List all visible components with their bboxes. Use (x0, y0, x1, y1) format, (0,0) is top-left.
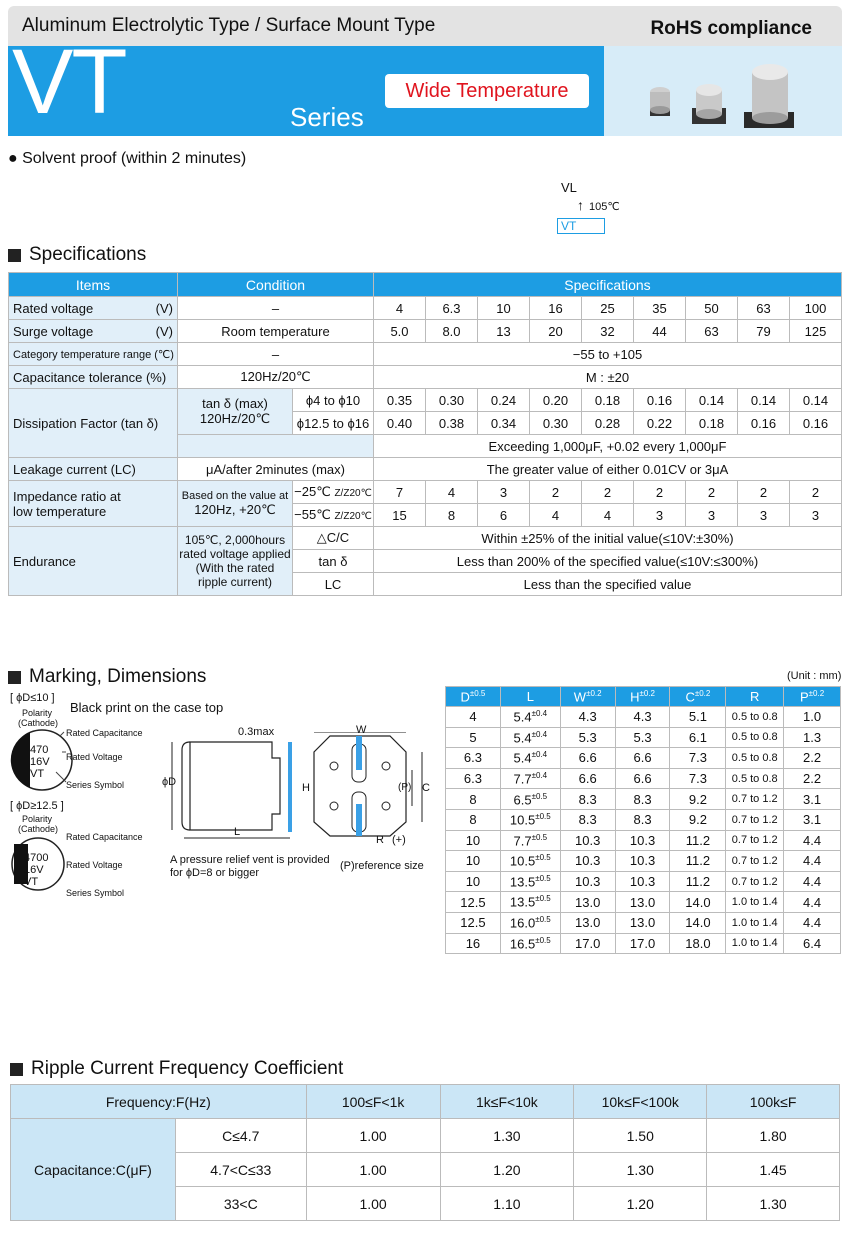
product-type-title: Aluminum Electrolytic Type / Surface Mount Type (22, 15, 436, 36)
cap-tolerance-label: Capacitance tolerance (%) (9, 366, 178, 389)
surge-cell: 44 (634, 320, 686, 343)
voltage-cell: 6.3 (426, 297, 478, 320)
surge-cell: 125 (790, 320, 842, 343)
table-row (446, 809, 841, 830)
table-row (446, 892, 841, 913)
cap-label: Capacitance:C(μF) (11, 1119, 176, 1221)
dim-col-c: $C^{\pm 0.2}$ (670, 687, 726, 707)
surge-voltage-condition: Room temperature (178, 320, 374, 343)
series-lineage (557, 180, 620, 236)
dim-cell: 9.2 (670, 809, 726, 830)
df-cell: 0.18 (686, 412, 738, 435)
dim-cell: 11.2 (670, 830, 726, 851)
dim-cell: 2.2 (784, 748, 841, 769)
table-row (446, 912, 841, 933)
z-cell: 3 (738, 504, 790, 527)
dim-cell: 5.3 (560, 727, 615, 748)
surge-voltage-label: Surge voltage (V) (9, 320, 178, 343)
coef-cell: 1.30 (707, 1187, 840, 1221)
dim-cell: 10.3 (615, 851, 670, 872)
df-cell: 0.14 (790, 389, 842, 412)
dim-cell: 0.7 to 1.2 (726, 789, 784, 810)
dim-cell: 4.4 (784, 871, 841, 892)
freq-label: Frequency:F(Hz) (11, 1085, 307, 1119)
dim-C: C (422, 782, 430, 794)
coef-cell: 1.50 (574, 1119, 707, 1153)
dim-cell: 6.1 (670, 727, 726, 748)
table-row (446, 707, 841, 728)
category-temp-label: Category temperature range (℃) (9, 343, 178, 366)
table-row (9, 458, 842, 481)
dimensions-table (445, 686, 841, 954)
cathode-label: (Cathode) (18, 824, 59, 834)
impedance-condition: Based on the value at 120Hz, +20℃ (178, 481, 293, 527)
table-row (9, 343, 842, 366)
coef-cell: 1.20 (574, 1187, 707, 1221)
small-case-label: [ ϕD≤10 ] (10, 692, 55, 704)
series-word: Series (290, 102, 364, 132)
dim-H: H (302, 782, 310, 794)
lineage-child: VT (557, 218, 605, 234)
dim-cell: $5.4^{\pm 0.4}$ (500, 748, 560, 769)
rated-voltage-condition: – (178, 297, 374, 320)
dim-cell: 0.5 to 0.8 (726, 768, 784, 789)
freq-header: 100k≤F (707, 1085, 840, 1119)
z-cell: 3 (790, 504, 842, 527)
dim-cell: 6.6 (615, 748, 670, 769)
lineage-parent: VL (561, 180, 577, 195)
vent-note: A pressure relief vent is provided for ϕD=8 or bigger (170, 854, 330, 879)
coef-cell: 1.20 (440, 1153, 574, 1187)
table-row (9, 527, 842, 550)
df-cell: 0.35 (374, 389, 426, 412)
dim-cell: 11.2 (670, 871, 726, 892)
df-cell: 0.34 (478, 412, 530, 435)
dim-col-r: R (726, 687, 784, 707)
dim-col-d: $D^{\pm 0.5}$ (446, 687, 501, 707)
z-cell: 8 (426, 504, 478, 527)
surge-cell: 5.0 (374, 320, 426, 343)
dim-cell: 13.0 (560, 892, 615, 913)
dim-cell: 8 (446, 809, 501, 830)
dim-cell: 8.3 (560, 809, 615, 830)
coef-cell: 1.45 (707, 1153, 840, 1187)
dim-cell: 8.3 (615, 789, 670, 810)
z-cell: 4 (582, 504, 634, 527)
col-specifications: Specifications (374, 273, 842, 297)
dim-W: W (356, 724, 367, 736)
dim-cell: 10.3 (560, 851, 615, 872)
dim-cell: 4.4 (784, 851, 841, 872)
table-row (446, 830, 841, 851)
dim-cell: 2.2 (784, 768, 841, 789)
voltage-cell: 63 (738, 297, 790, 320)
coef-cell: 1.30 (440, 1119, 574, 1153)
dim-cell: 10 (446, 871, 501, 892)
endurance-item: LC (293, 573, 374, 596)
cap-range: C≤4.7 (175, 1119, 306, 1153)
dim-cell: 1.0 to 1.4 (726, 912, 784, 933)
dim-cell: 4 (446, 707, 501, 728)
df-cell: 0.40 (374, 412, 426, 435)
up-arrow-icon: ↑ (577, 197, 584, 213)
table-row (11, 1085, 840, 1119)
table-row (446, 789, 841, 810)
specifications-table (8, 272, 842, 596)
dim-phiD: ϕD (162, 776, 177, 788)
cap-tolerance-condition: 120Hz/20℃ (178, 366, 374, 389)
table-row (446, 871, 841, 892)
surge-cell: 79 (738, 320, 790, 343)
dim-cell: 4.4 (784, 830, 841, 851)
rated-cap-label: Rated Capacitance (66, 832, 143, 842)
lineage-arrow-label: 105℃ (589, 201, 620, 213)
voltage-cell: 10 (478, 297, 530, 320)
dim-cell: 17.0 (615, 933, 670, 954)
col-condition: Condition (178, 273, 374, 297)
dim-cell: 3.1 (784, 789, 841, 810)
freq-header: 1k≤F<10k (440, 1085, 574, 1119)
dim-03max: 0.3max (238, 726, 275, 738)
side-view-drawing-icon (160, 720, 310, 840)
dissipation-size: ϕ4 to ϕ10 (293, 389, 374, 412)
coef-cell: 1.10 (440, 1187, 574, 1221)
impedance-temp: −25℃ Z/Z20℃ (293, 481, 374, 504)
z-cell: 2 (790, 481, 842, 504)
dim-cell: 1.3 (784, 727, 841, 748)
dim-cell: 10 (446, 851, 501, 872)
dim-cell: 0.5 to 0.8 (726, 727, 784, 748)
surge-cell: 8.0 (426, 320, 478, 343)
series-code: VT (12, 31, 126, 133)
voltage-cell: 25 (582, 297, 634, 320)
dim-cell: 6.3 (446, 768, 501, 789)
dim-cell: $13.5^{\pm 0.5}$ (500, 892, 560, 913)
dim-cell: 5 (446, 727, 501, 748)
dim-cell: 5.3 (615, 727, 670, 748)
df-cell: 0.14 (686, 389, 738, 412)
dim-cell: 8.3 (615, 809, 670, 830)
table-row (446, 727, 841, 748)
table-row (446, 768, 841, 789)
voltage-cell: 35 (634, 297, 686, 320)
dim-cell: 10.3 (615, 830, 670, 851)
impedance-label: Impedance ratio at low temperature (9, 481, 178, 527)
dissipation-note: Exceeding 1,000μF, +0.02 every 1,000μF (374, 435, 842, 458)
ref-note: (P)reference size (340, 860, 424, 872)
dim-plus: (+) (392, 834, 406, 846)
feature-text: Solvent proof (within 2 minutes) (22, 150, 247, 167)
freq-header: 100≤F<1k (306, 1085, 440, 1119)
dim-cell: 4.3 (615, 707, 670, 728)
dim-cell: $10.5^{\pm 0.5}$ (500, 809, 560, 830)
dim-cell: 13.0 (615, 912, 670, 933)
voltage-cell: 16 (530, 297, 582, 320)
z-cell: 7 (374, 481, 426, 504)
series-header (8, 6, 842, 136)
coef-cell: 1.00 (306, 1119, 440, 1153)
dim-cell: 10 (446, 830, 501, 851)
dim-cell: 6.6 (615, 768, 670, 789)
df-cell: 0.16 (790, 412, 842, 435)
coef-cell: 1.30 (574, 1153, 707, 1187)
section-square-icon (8, 249, 21, 262)
coef-cell: 1.80 (707, 1119, 840, 1153)
table-row (11, 1119, 840, 1153)
df-cell: 0.28 (582, 412, 634, 435)
endurance-condition: 105℃, 2,000hours rated voltage applied (With the rated ripple current) (178, 527, 293, 596)
endurance-value: Within ±25% of the initial value(≤10V:±30%) (374, 527, 842, 550)
table-row (446, 851, 841, 872)
table-row (446, 748, 841, 769)
section-square-icon (10, 1063, 23, 1076)
z-cell: 6 (478, 504, 530, 527)
dim-cell: $5.4^{\pm 0.4}$ (500, 707, 560, 728)
cap-range: 33<C (175, 1187, 306, 1221)
z-cell: 3 (686, 504, 738, 527)
df-cell: 0.30 (530, 412, 582, 435)
endurance-value: Less than 200% of the specified value(≤10V:≤300%) (374, 550, 842, 573)
rated-volt-label: Rated Voltage (66, 752, 123, 762)
cap-tolerance-value: M : ±20 (374, 366, 842, 389)
dim-cell: $7.7^{\pm 0.5}$ (500, 830, 560, 851)
df-cell: 0.24 (478, 389, 530, 412)
feature-line (8, 150, 246, 168)
table-row (9, 297, 842, 320)
df-cell: 0.38 (426, 412, 478, 435)
dim-cell: $16.5^{\pm 0.5}$ (500, 933, 560, 954)
marking-diagram (8, 690, 438, 910)
df-cell: 0.14 (738, 389, 790, 412)
polarity-label: Polarity (22, 708, 53, 718)
dim-cell: 0.5 to 0.8 (726, 707, 784, 728)
small-case-marks: 470 16V VT (30, 744, 50, 780)
z-cell: 2 (582, 481, 634, 504)
dim-cell: 0.7 to 1.2 (726, 809, 784, 830)
ripple-table (10, 1084, 840, 1221)
dim-col-w: $W^{\pm 0.2}$ (560, 687, 615, 707)
bottom-view-drawing-icon (308, 732, 438, 842)
z-cell: 2 (530, 481, 582, 504)
rohs-label: RoHS compliance (650, 18, 812, 39)
dim-cell: $7.7^{\pm 0.4}$ (500, 768, 560, 789)
dim-P: (P) (398, 782, 412, 793)
section-square-icon (8, 671, 21, 684)
z-cell: 2 (686, 481, 738, 504)
dim-cell: 13.0 (615, 892, 670, 913)
dim-cell: 5.1 (670, 707, 726, 728)
leakage-value: The greater value of either 0.01CV or 3μA (374, 458, 842, 481)
dim-col-l: L (500, 687, 560, 707)
dim-cell: 7.3 (670, 748, 726, 769)
rated-cap-label: Rated Capacitance (66, 728, 143, 738)
dim-col-h: $H^{\pm 0.2}$ (615, 687, 670, 707)
dim-cell: 1.0 to 1.4 (726, 892, 784, 913)
large-case-marks: 4700 16V VT (24, 852, 49, 888)
surge-cell: 20 (530, 320, 582, 343)
dim-cell: $6.5^{\pm 0.5}$ (500, 789, 560, 810)
dim-cell: 7.3 (670, 768, 726, 789)
dim-cell: 6.6 (560, 748, 615, 769)
dim-cell: 1.0 (784, 707, 841, 728)
dim-cell: 6.4 (784, 933, 841, 954)
surge-cell: 13 (478, 320, 530, 343)
endurance-label: Endurance (9, 527, 178, 596)
category-temp-condition: – (178, 343, 374, 366)
dim-cell: $5.4^{\pm 0.4}$ (500, 727, 560, 748)
dim-cell: $16.0^{\pm 0.5}$ (500, 912, 560, 933)
df-cell: 0.16 (634, 389, 686, 412)
freq-header: 10k≤F<100k (574, 1085, 707, 1119)
series-symbol-label: Series Symbol (66, 888, 125, 898)
unit-label: (Unit : mm) (787, 670, 842, 682)
dim-cell: $10.5^{\pm 0.5}$ (500, 851, 560, 872)
dim-cell: 17.0 (560, 933, 615, 954)
dim-cell: 12.5 (446, 892, 501, 913)
table-row (9, 320, 842, 343)
z-cell: 3 (478, 481, 530, 504)
ripple-heading: Ripple Current Frequency Coefficient (10, 1058, 343, 1080)
dim-cell: 12.5 (446, 912, 501, 933)
z-cell: 3 (634, 504, 686, 527)
series-symbol-label: Series Symbol (66, 780, 125, 790)
leakage-label: Leakage current (LC) (9, 458, 178, 481)
dim-cell: $13.5^{\pm 0.5}$ (500, 871, 560, 892)
df-cell: 0.22 (634, 412, 686, 435)
z-cell: 2 (634, 481, 686, 504)
dim-cell: 14.0 (670, 912, 726, 933)
col-items: Items (9, 273, 178, 297)
impedance-temp: −55℃ Z/Z20℃ (293, 504, 374, 527)
bullet-icon: ● (8, 150, 18, 167)
endurance-item: △C/C (293, 527, 374, 550)
dim-cell: 11.2 (670, 851, 726, 872)
capacitor-photo-icon (604, 46, 842, 136)
surge-cell: 63 (686, 320, 738, 343)
z-cell: 2 (738, 481, 790, 504)
print-note: Black print on the case top (70, 700, 224, 715)
voltage-cell: 50 (686, 297, 738, 320)
z-cell: 4 (530, 504, 582, 527)
marking-heading: Marking, Dimensions (8, 666, 206, 688)
dissipation-label: Dissipation Factor (tan δ) (9, 389, 178, 458)
polarity-label: Polarity (22, 814, 53, 824)
dim-cell: 4.3 (560, 707, 615, 728)
z-cell: 15 (374, 504, 426, 527)
endurance-value: Less than the specified value (374, 573, 842, 596)
dim-cell: 14.0 (670, 892, 726, 913)
dim-cell: 18.0 (670, 933, 726, 954)
dim-cell: 10.3 (615, 871, 670, 892)
coef-cell: 1.00 (306, 1187, 440, 1221)
dim-cell: 10.3 (560, 871, 615, 892)
dim-cell: 4.4 (784, 892, 841, 913)
dim-cell: 13.0 (560, 912, 615, 933)
voltage-cell: 100 (790, 297, 842, 320)
table-row (9, 389, 842, 412)
specifications-heading: Specifications (8, 244, 146, 266)
df-cell: 0.18 (582, 389, 634, 412)
table-row (9, 366, 842, 389)
dim-cell: 4.4 (784, 912, 841, 933)
df-cell: 0.30 (426, 389, 478, 412)
df-cell: 0.20 (530, 389, 582, 412)
header-top-bar (8, 6, 842, 46)
dim-cell: 6.6 (560, 768, 615, 789)
dim-cell: 0.7 to 1.2 (726, 851, 784, 872)
large-case-label: [ ϕD≥12.5 ] (10, 800, 64, 812)
cap-range: 4.7<C≤33 (175, 1153, 306, 1187)
dissipation-condition: tan δ (max) 120Hz/20℃ (178, 389, 293, 435)
product-photo (604, 46, 842, 136)
category-temp-value: −55 to +105 (374, 343, 842, 366)
dim-cell: 10.3 (560, 830, 615, 851)
dim-col-p: $P^{\pm 0.2}$ (784, 687, 841, 707)
dim-cell: 1.0 to 1.4 (726, 933, 784, 954)
dim-cell: 6.3 (446, 748, 501, 769)
dim-cell: 8.3 (560, 789, 615, 810)
dim-cell: 8 (446, 789, 501, 810)
dim-cell: 16 (446, 933, 501, 954)
df-cell: 0.16 (738, 412, 790, 435)
z-cell: 4 (426, 481, 478, 504)
dissipation-blank (178, 435, 374, 458)
table-row (446, 933, 841, 954)
dim-R: R (376, 834, 384, 846)
table-row (9, 481, 842, 504)
dim-cell: 9.2 (670, 789, 726, 810)
wide-temperature-badge: Wide Temperature (385, 74, 589, 108)
dim-cell: 0.7 to 1.2 (726, 871, 784, 892)
cathode-label: (Cathode) (18, 718, 59, 728)
surge-cell: 32 (582, 320, 634, 343)
dim-L: L (234, 826, 241, 838)
coef-cell: 1.00 (306, 1153, 440, 1187)
endurance-item: tan δ (293, 550, 374, 573)
rated-volt-label: Rated Voltage (66, 860, 123, 870)
dim-cell: 0.5 to 0.8 (726, 748, 784, 769)
leakage-condition: μA/after 2minutes (max) (178, 458, 374, 481)
voltage-cell: 4 (374, 297, 426, 320)
dim-cell: 0.7 to 1.2 (726, 830, 784, 851)
dim-cell: 3.1 (784, 809, 841, 830)
rated-voltage-label: Rated voltage (V) (9, 297, 178, 320)
dissipation-size: ϕ12.5 to ϕ16 (293, 412, 374, 435)
